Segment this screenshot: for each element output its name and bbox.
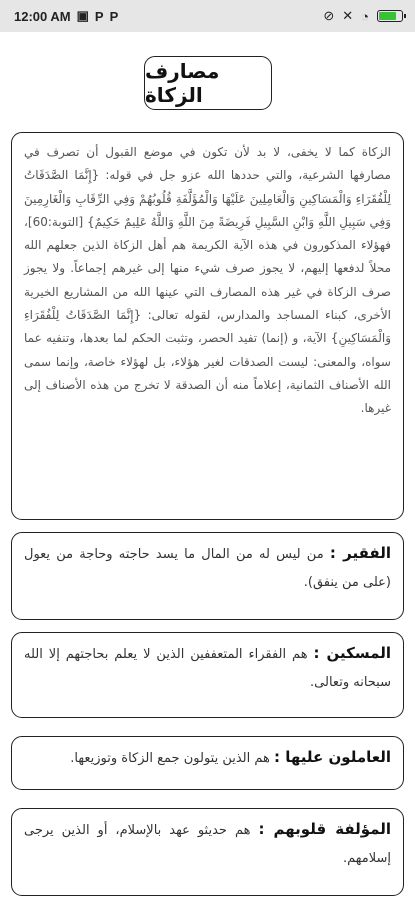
intro-text: الزكاة كما لا يخفى، لا بد لأن تكون في موضع القبول أن تصرف في مصارفها الشرعية، والتي حددها الله عزو جل في قوله: {إِنَّمَا الصَّدَقَاتُ لِلْفُقَرَاءِ وَالْمَسَاكِينِ وَالْعَامِلِينَ عَلَيْهَا وَالْمُؤَلَّفَةِ قُلُوبُهُمْ وَفِي الرِّقَابِ وَالْغَارِمِينَ وَفِي سَبِيلِ اللَّهِ وَابْنِ السَّبِيلِ فَرِيضَةً مِنَ اللَّهِ وَاللَّهُ عَلِيمٌ حَكِيمٌ} [التوبة:60]، فهؤلاء المذكورون في هذه الآية الكريمة هم أهل الزكاة الذين جعلهم الله محلاً لدفعها إليهم، لا يجوز صرف شيء منها إلى غيرهم إجماعاً. ولا يجوز صرف الزكاة في غير هذه المصارف التي عينها الله من المشاريع الخيرية الأخرى، كبناء المساجد والمدارس، لقوله تعالى: {إِنَّمَا الصَّدَقَاتُ لِلْفُقَرَاءِ وَالْمَسَاكِينِ} الآية، و (إنما) تفيد الحصر، وتثبت الحكم لما بعدها، وتنفيه عما سواه، والمعنى: ليست الصدقات لغير هؤلاء، بل لهؤلاء خاصة، وإنما سمى الله الأصناف الثمانية، إعلاماً منه أن الصدقة لا تخرج من هذه الأصناف إلى غيرها. xyxy=(24,145,391,416)
status-time: 12:00 AM xyxy=(14,8,71,24)
definition-card-collectors xyxy=(11,736,404,790)
intro-card xyxy=(11,132,404,520)
battery-icon xyxy=(377,10,403,22)
definition-text: من ليس له من المال ما يسد حاجته وحاجة من يعول (على من ينفق). xyxy=(24,547,391,590)
status-bar xyxy=(0,0,415,32)
definition-term: العاملون عليها : xyxy=(274,748,391,766)
page-title: مصارف الزكاة xyxy=(144,56,272,110)
alarm-off-icon: ⊘ xyxy=(323,8,335,23)
definition-term: المسكين : xyxy=(313,644,391,662)
definition-text: هم الفقراء المتعففين الذين لا يعلم بحاجتهم إلا الله سبحانه وتعالى. xyxy=(24,647,391,690)
definition-card-hearts xyxy=(11,808,404,896)
p-icon: P xyxy=(94,8,104,24)
definition-card-needy xyxy=(11,632,404,718)
mute-icon: ✕ xyxy=(342,8,354,23)
email-icon: ▣ xyxy=(76,8,89,23)
status-left xyxy=(14,8,118,24)
status-right xyxy=(323,8,403,24)
definition-term: المؤلفة قلوبهم : xyxy=(258,820,391,838)
definition-term: الفقير : xyxy=(329,544,391,562)
wifi-icon: ◔ xyxy=(361,8,369,24)
definition-text: هم حديثو عهد بالإسلام، أو الذين يرجى إسلامهم. xyxy=(24,823,391,866)
definition-text: هم الذين يتولون جمع الزكاة وتوزيعها. xyxy=(70,751,270,766)
definition-card-poor xyxy=(11,532,404,620)
p-icon: P xyxy=(109,8,119,24)
